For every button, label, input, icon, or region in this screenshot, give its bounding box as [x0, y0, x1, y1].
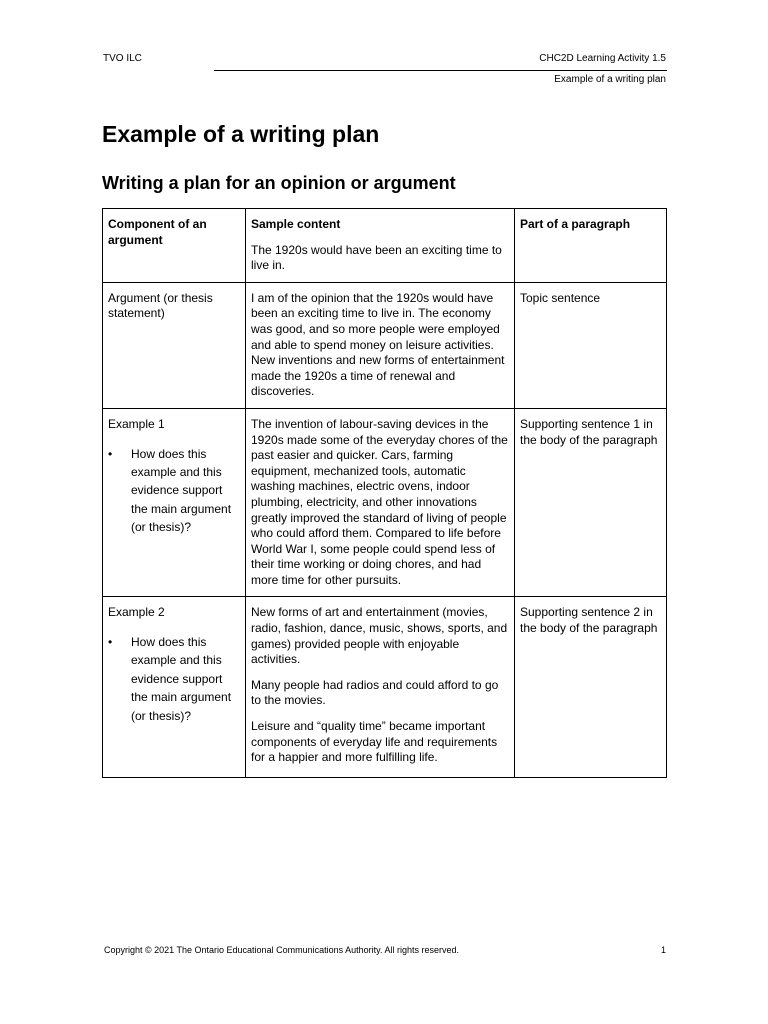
table-row [103, 282, 667, 408]
page-number: 1 [660, 945, 666, 955]
part-text: Supporting sentence 1 in the body of the paragraph [520, 416, 658, 447]
row-component [103, 408, 246, 597]
row-part [515, 597, 667, 778]
row-content [246, 408, 515, 597]
row-content [246, 282, 515, 408]
section-heading: Writing a plan for an opinion or argument [102, 173, 456, 193]
content-paragraph: Leisure and “quality time” became important components of everyday life and requirements for a happier and more fulfilling life. [251, 719, 498, 765]
part-text: Topic sentence [520, 290, 601, 305]
header-cell-part [515, 209, 667, 283]
bullet-icon: • [108, 446, 113, 461]
guiding-question-list [108, 633, 241, 725]
header-sample-label: Sample content [251, 217, 341, 231]
table-row [103, 597, 667, 778]
table-header-row [103, 209, 667, 283]
table-row [103, 408, 667, 597]
header-course: CHC2D Learning Activity 1.5 [539, 53, 666, 64]
component-text: Example 1 [108, 416, 165, 431]
content-paragraph: New forms of art and entertainment (movies, radio, fashion, dance, music, shows, sports, and games) provided people with enjoyable activities. [251, 605, 508, 667]
content-paragraph: I am of the opinion that the 1920s would have been an exciting time to live in. The economy was good, and so more people were employed and able to spend money on leisure activities. New inventions and new forms of entertainment made the 1920s a time of renewal and discoveries. [251, 290, 505, 399]
page-title: Example of a writing plan [102, 121, 380, 147]
list-item [108, 445, 241, 537]
guiding-question: How does this example and this evidence support the main argument (or thesis)? [131, 446, 232, 535]
component-text: Argument (or thesis statement) [108, 290, 213, 321]
header-org: TVO ILC [103, 53, 142, 64]
guiding-question: How does this example and this evidence support the main argument (or thesis)? [131, 635, 232, 723]
footer-copyright: Copyright © 2021 The Ontario Educational Communications Authority. All rights reserved. [104, 945, 459, 955]
row-component [103, 282, 246, 408]
row-part [515, 408, 667, 597]
header-component-label: Component of an argument [108, 217, 207, 247]
header-sample-text: The 1920s would have been an exciting time to live in. [251, 242, 502, 273]
row-component [103, 597, 246, 778]
part-text: Supporting sentence 2 in the body of the paragraph [520, 605, 658, 636]
header-cell-component [103, 209, 246, 283]
component-text: Example 2 [108, 605, 165, 620]
header-part-label: Part of a paragraph [520, 217, 631, 231]
writing-plan-table [102, 208, 667, 778]
bullet-icon: • [108, 635, 113, 650]
guiding-question-list [108, 445, 241, 537]
header-subtitle: Example of a writing plan [554, 74, 666, 85]
list-item [108, 633, 241, 725]
header-rule [214, 70, 667, 71]
row-part [515, 282, 667, 408]
content-paragraph: The invention of labour-saving devices in the 1920s made some of the everyday chores of the past easier and quicker. Cars, farming equipment, mechanized tools, automatic washing machines, electric ovens, indoor plumbing, electricity, and other innovations greatly improved the standard of living of people who could afford them. Compared to life before World War I, some people could spend less of their time working or doing chores, and had more time for other pursuits. [251, 416, 508, 587]
row-content [246, 597, 515, 778]
header-cell-sample [246, 209, 515, 283]
content-paragraph: Many people had radios and could afford to go to the movies. [251, 677, 499, 708]
